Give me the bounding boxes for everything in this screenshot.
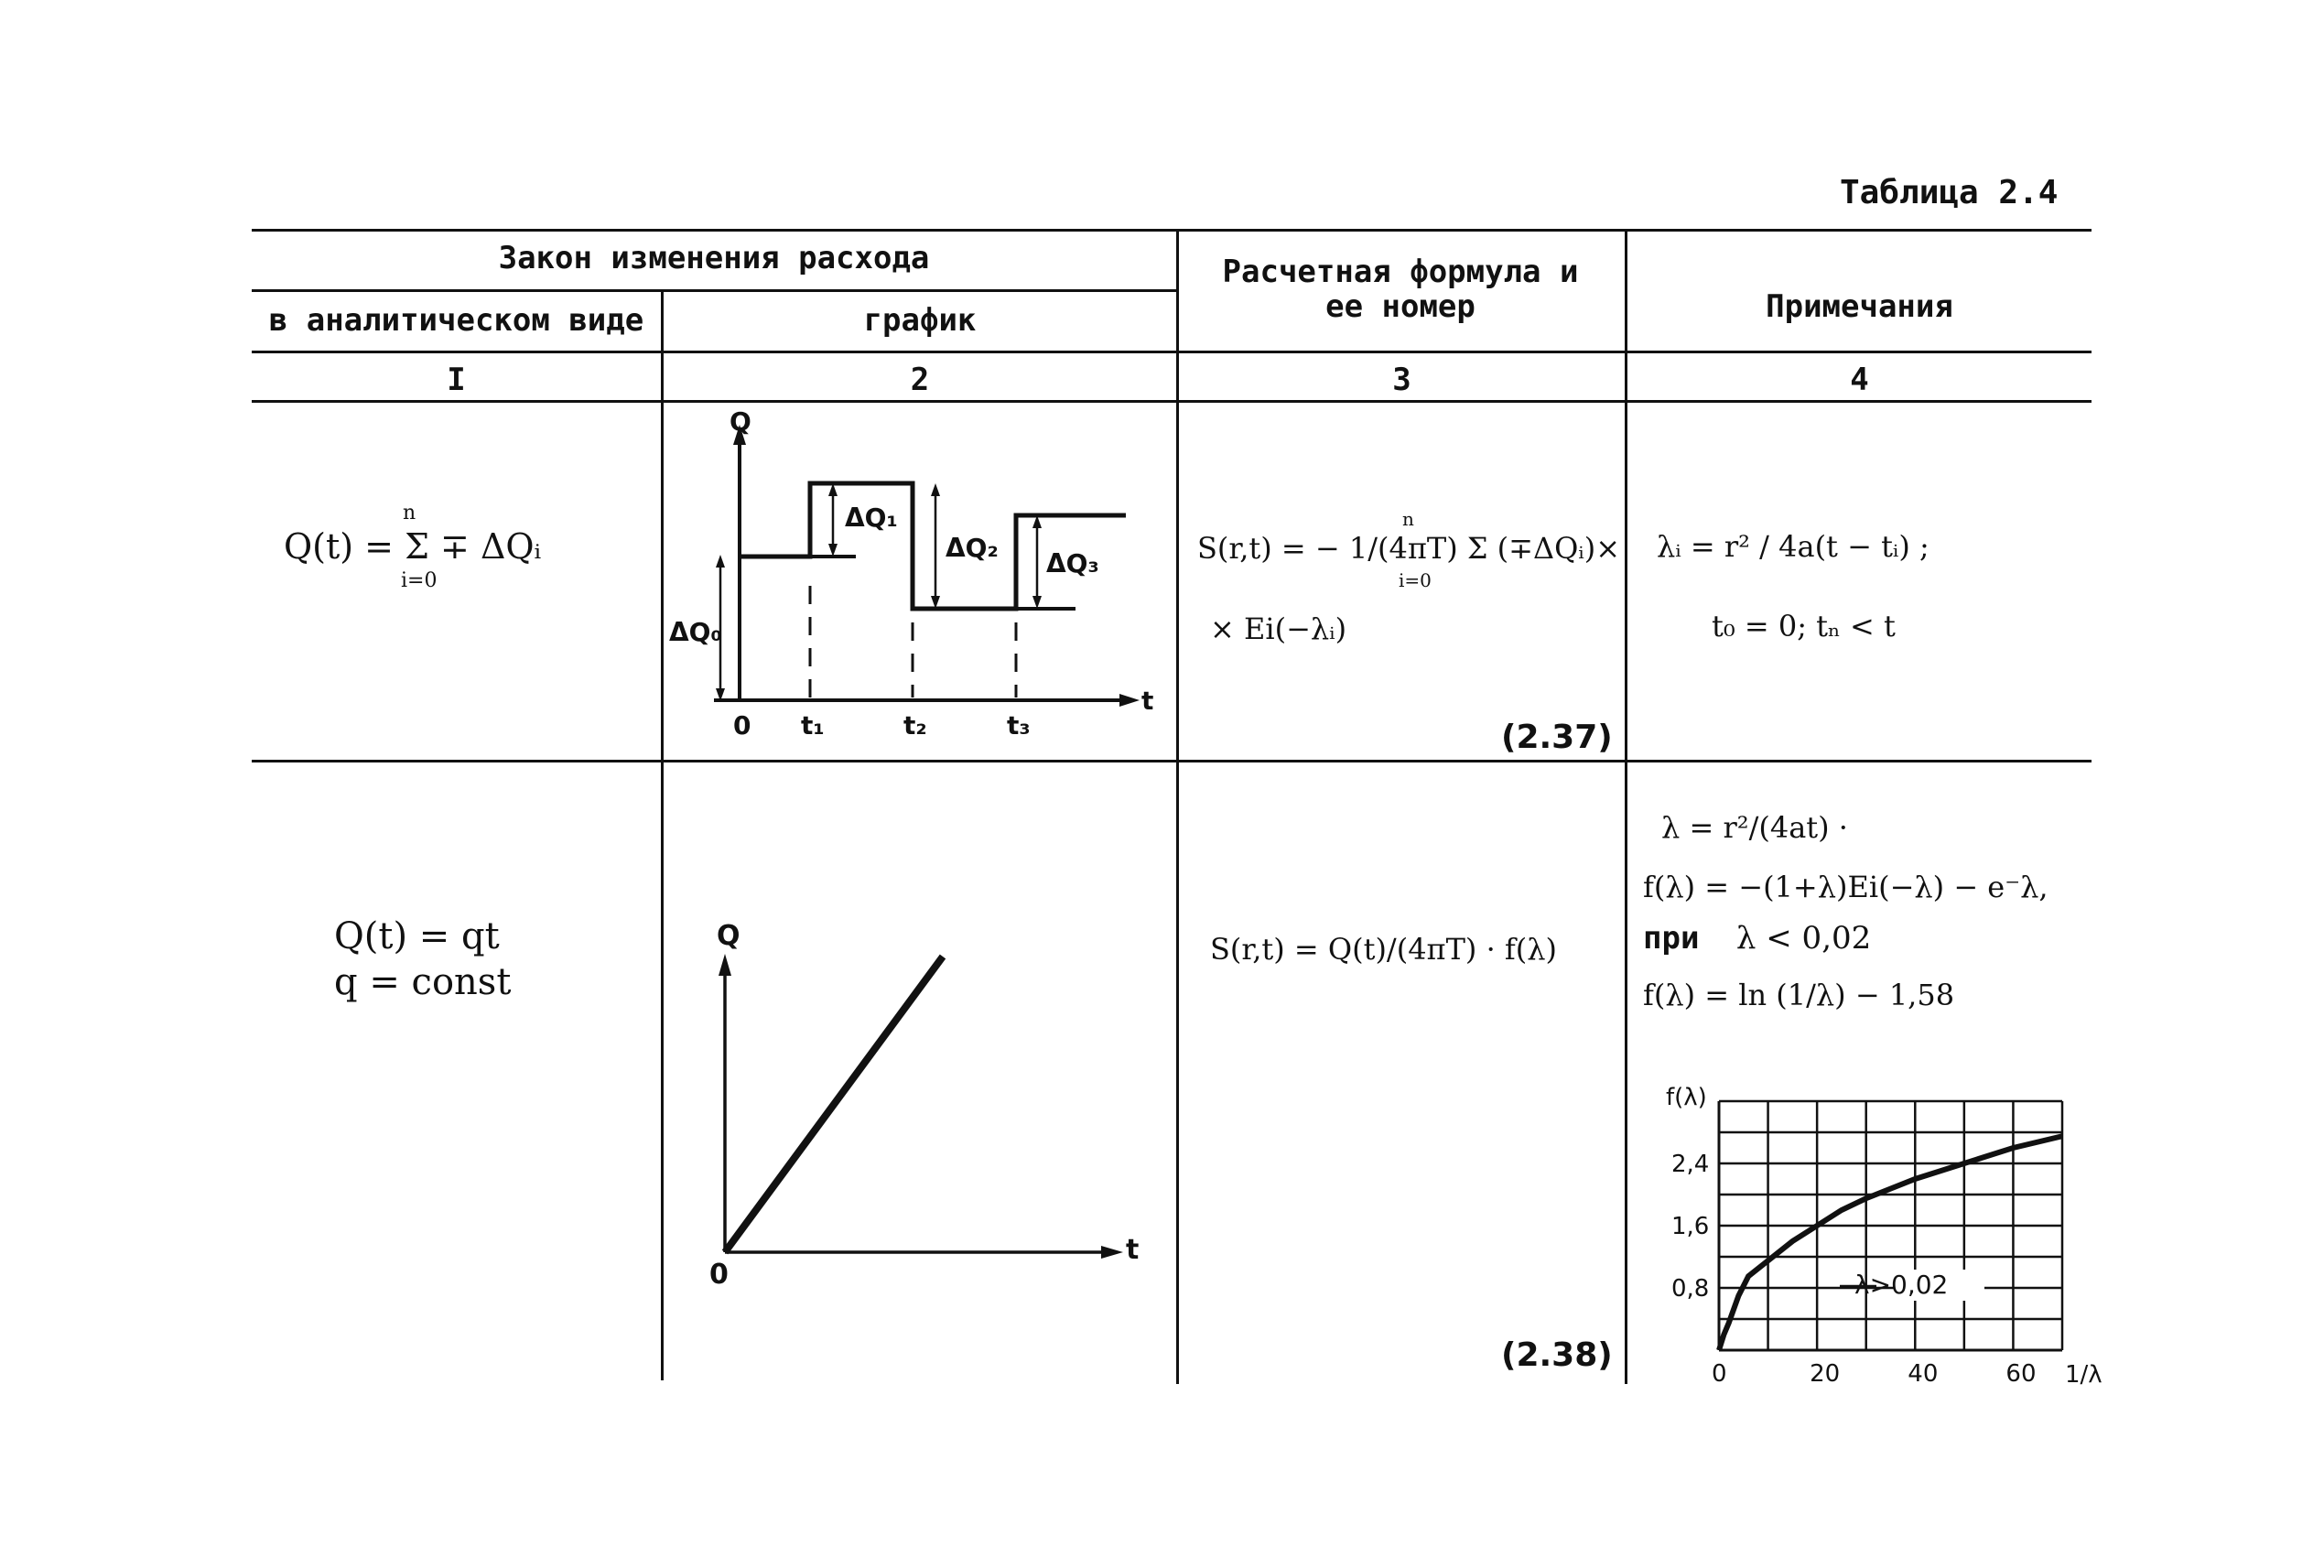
row1-bottom-rule <box>252 760 2092 762</box>
row1-sum-upper: n <box>403 502 416 524</box>
column-number-2: 2 <box>910 362 930 398</box>
header-col3: Расчетная формула и ее номер <box>1222 254 1579 325</box>
row1-formula-sum-upper: n <box>1402 508 1414 530</box>
table-top-rule <box>252 229 2092 232</box>
table-label: Таблица 2.4 <box>1840 174 2059 211</box>
f-lambda-chart <box>1627 1066 2102 1396</box>
delta-q2-label: ΔQ₂ <box>946 533 999 563</box>
x-axis-arrow <box>1101 1246 1123 1259</box>
column-number-4: 4 <box>1850 362 1869 398</box>
chart-x-label: 1/λ <box>2065 1361 2102 1389</box>
row2-note-line2: f(λ) = −(1+λ)Ei(−λ) − e⁻λ, <box>1643 870 2048 904</box>
y-axis-arrow <box>719 954 731 976</box>
row1-analytic-formula: Q(t) = Σ ∓ ΔQᵢ <box>284 526 542 567</box>
tick-t3: t₃ <box>1007 710 1031 741</box>
row2-analytic-line1: Q(t) = qt <box>334 915 500 957</box>
row2-note-line4: f(λ) = ln (1/λ) − 1,58 <box>1643 978 1955 1012</box>
y-axis-label: Q <box>730 406 751 437</box>
y-tick-label: 0,8 <box>1671 1275 1710 1303</box>
eq-number-2-38: (2.38) <box>1501 1336 1613 1374</box>
col-divider-2 <box>1176 229 1179 1384</box>
tick-t2: t₂ <box>903 710 927 741</box>
x-tick-label: 60 <box>2005 1360 2037 1388</box>
y-axis-label: Q <box>717 920 740 952</box>
header-col1: в аналитическом виде <box>268 302 644 339</box>
row1-note-line1: λᵢ = r² / 4a(t − tᵢ) ; <box>1657 529 1929 564</box>
group-header-rule <box>252 289 1176 292</box>
row1-step-graph <box>664 403 1176 760</box>
header-bottom-rule <box>252 351 2092 353</box>
eq-number-2-37: (2.37) <box>1501 719 1613 756</box>
chart-grid <box>1719 1101 2062 1350</box>
row1-note-line2: t₀ = 0; tₙ < t <box>1712 609 1896 643</box>
origin-label: 0 <box>709 1259 729 1291</box>
delta-q0-label: ΔQ₀ <box>669 617 722 647</box>
x-axis-label: t <box>1141 686 1154 716</box>
linear-flow-line <box>725 957 943 1252</box>
y-tick-label: 2,4 <box>1671 1151 1710 1178</box>
row1-sum-lower: i=0 <box>401 569 438 592</box>
x-tick-label: 20 <box>1810 1360 1841 1388</box>
row1-formula-sum-lower: i=0 <box>1399 569 1432 591</box>
tick-t1: t₁ <box>801 710 825 741</box>
chart-annotation: λ>0,02 <box>1854 1270 1949 1300</box>
row2-formula: S(r,t) = Q(t)/(4πT) · f(λ) <box>1210 932 1558 967</box>
header-col2: график <box>863 302 977 339</box>
x-axis-arrow <box>1119 694 1140 707</box>
row2-analytic-line2: q = const <box>334 961 512 1003</box>
row2-note-condition <box>1643 920 1871 957</box>
condition-value: λ < 0,02 <box>1735 920 1872 957</box>
column-number-1: I <box>447 362 466 398</box>
condition-word: при <box>1643 920 1700 957</box>
step-flow-line <box>740 483 1126 609</box>
x-tick-label: 0 <box>1712 1360 1727 1388</box>
delta-q1-label: ΔQ₁ <box>845 503 898 533</box>
origin-label: 0 <box>733 710 751 741</box>
column-number-3: 3 <box>1392 362 1411 398</box>
x-axis-label: t <box>1126 1234 1140 1266</box>
row1-formula-line1: S(r,t) = − 1/(4πT) Σ (∓ΔQᵢ)× <box>1197 531 1621 566</box>
row1-formula-line2: × Ei(−λᵢ) <box>1210 611 1347 646</box>
row2-note-line1: λ = r²/(4at) · <box>1661 810 1848 845</box>
header-col4: Примечания <box>1766 288 1953 325</box>
y-tick-label: 1,6 <box>1671 1213 1710 1240</box>
delta-q3-label: ΔQ₃ <box>1046 548 1099 579</box>
chart-y-label: f(λ) <box>1666 1084 1707 1111</box>
x-tick-label: 40 <box>1908 1360 1939 1388</box>
header-group-title: Закон изменения расхода <box>498 240 930 276</box>
row2-linear-graph <box>664 906 1176 1291</box>
